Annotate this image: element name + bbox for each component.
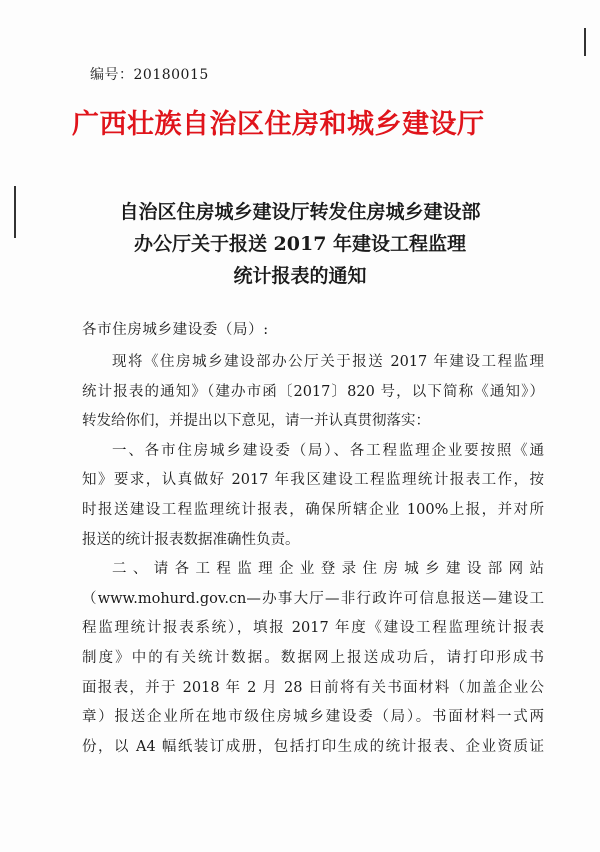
body-line: 时报送建设工程监理统计报表，确保所辖企业 100%上报，并对所: [82, 501, 544, 518]
issuing-authority: 广西壮族自治区住房和城乡建设厅: [72, 109, 485, 140]
title-line-1: 自治区住房城乡建设厅转发住房城乡建设部: [119, 201, 481, 223]
title-line-2: 办公厅关于报送 2017 年建设工程监理: [133, 233, 467, 255]
body-line: 统计报表的通知》（建办市函〔2017〕820 号，以下简称《通知》）: [82, 383, 544, 400]
body-line: 章）报送企业所在地市级住房城乡建设委（局）。书面材料一式两: [82, 709, 544, 726]
body-line: 面报表，并于 2018 年 2 月 28 日前将有关书面材料（加盖企业公: [82, 679, 544, 696]
body-line: 制度》中的有关统计数据。数据网上报送成功后，请打印形成书: [82, 649, 544, 666]
document-title: [80, 196, 520, 292]
body-line: 知》要求，认真做好 2017 年我区建设工程监理统计报表工作，按: [82, 472, 544, 489]
binding-mark: [584, 28, 586, 56]
body-line: 转发给你们，并提出以下意见，请一并认真贯彻落实：: [82, 413, 430, 430]
body-line: 报送的统计报表数据准确性负责。: [82, 531, 300, 548]
document-number: 编号：20180015: [90, 67, 209, 83]
title-line-3: 统计报表的通知: [233, 265, 367, 287]
body-line: 程监理统计报表系统），填报 2017 年度《建设工程监理统计报表: [82, 620, 544, 637]
body-line: 份，以 A4 幅纸装订成册，包括打印生成的统计报表、企业资质证: [82, 738, 544, 755]
document-body: [82, 348, 544, 762]
binding-mark: [14, 186, 16, 238]
salutation: 各市住房城乡建设委（局）:: [82, 322, 269, 338]
body-line: （www.mohurd.gov.cn—办事大厅—非行政许可信息报送—建设工: [82, 590, 544, 607]
body-line: 一、各市住房城乡建设委（局）、各工程监理企业要按照《通: [112, 442, 544, 459]
body-line: 二、请各工程监理企业登录住房城乡建设部网站: [112, 561, 544, 578]
body-line: 现将《住房城乡建设部办公厅关于报送 2017 年建设工程监理: [112, 354, 544, 370]
